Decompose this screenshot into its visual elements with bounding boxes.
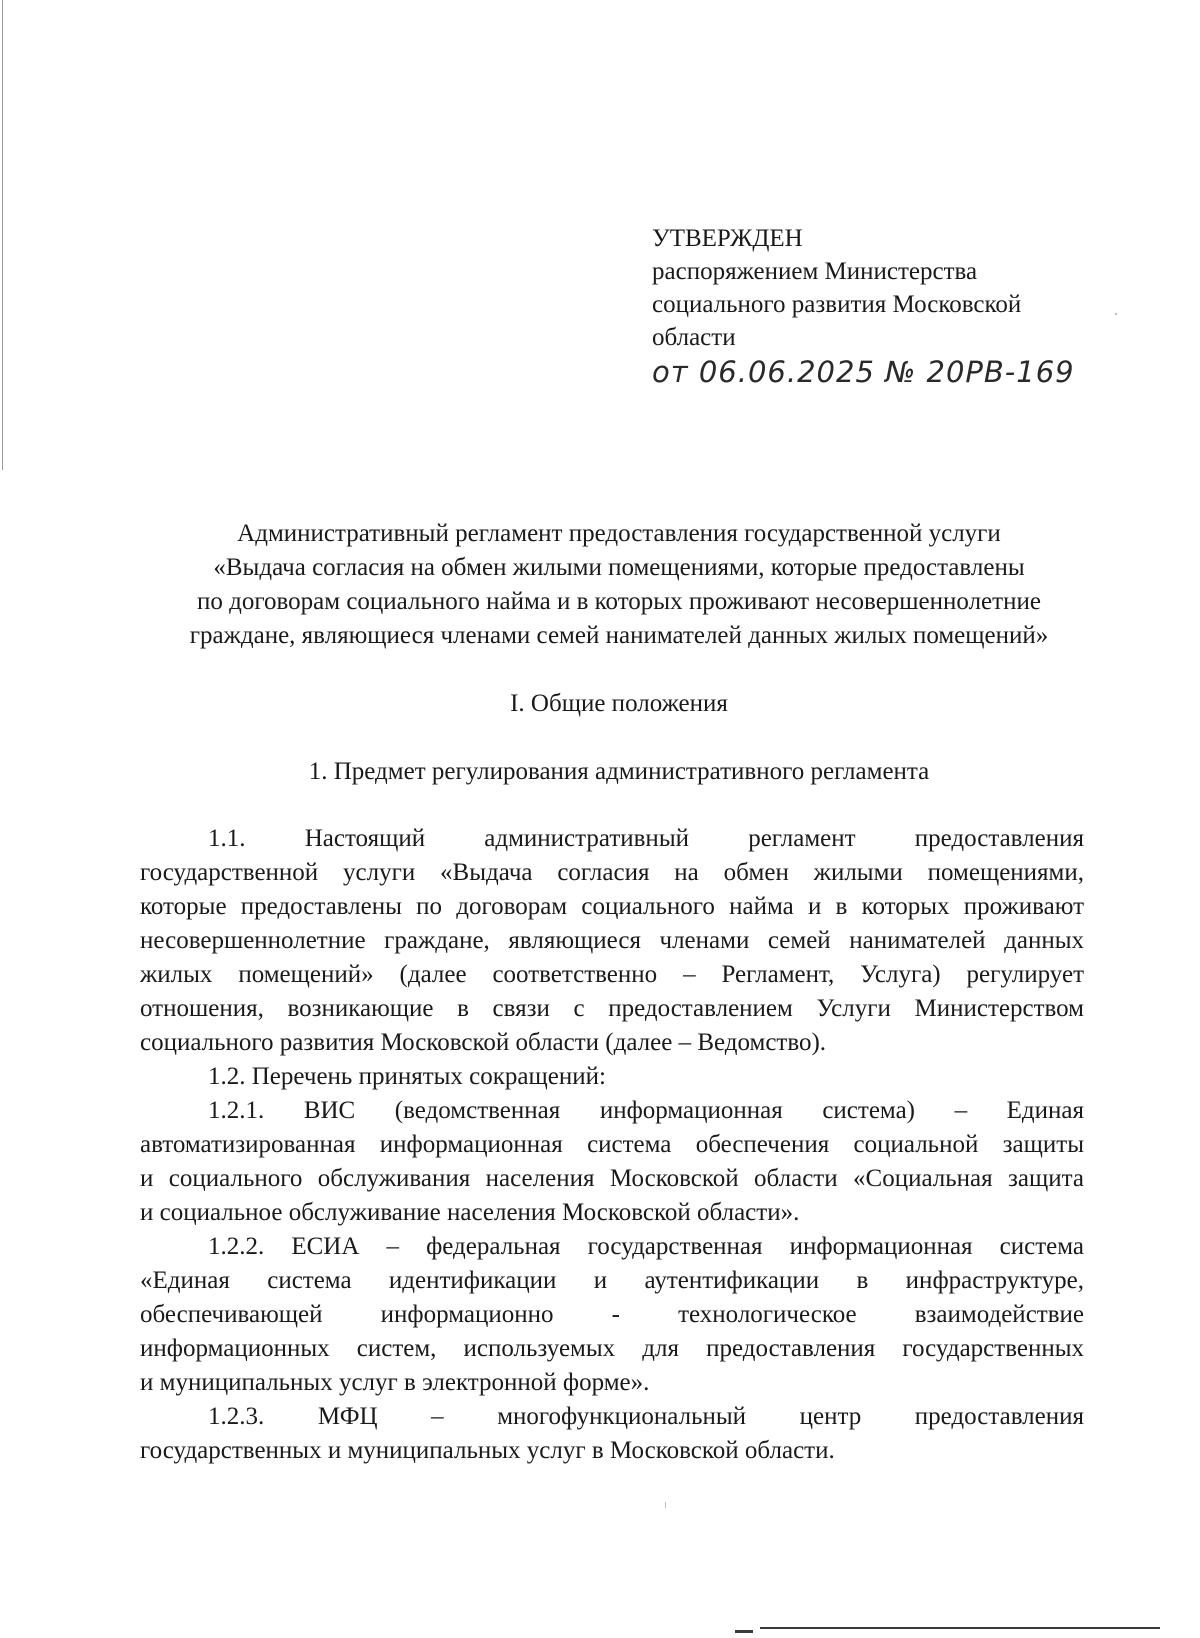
handwritten-date-number: от 06.06.2025 № 20РВ-169 (652, 355, 1075, 389)
body-line: отношения, возникающие в связи с предоставлением Услуги Министерством (140, 995, 1084, 1022)
approval-heading: УТВЕРЖДЕН (652, 225, 803, 252)
body-text (140, 822, 1084, 1468)
body-line: 1.2. Перечень принятых сокращений: (208, 1063, 606, 1090)
body-line: 1.2.3. МФЦ – многофункциональный центр предоставления (208, 1403, 1084, 1430)
body-line: и социального обслуживания населения Московской области «Социальная защита (140, 1165, 1084, 1192)
body-line: 1.2.1. ВИС (ведомственная информационная система) – Единая (208, 1097, 1084, 1124)
body-line: 1.1. Настоящий административный регламент предоставления (208, 825, 1084, 852)
body-line: государственной услуги «Выдача согласия на обмен жилыми помещениями, (140, 859, 1084, 886)
section-heading-general: I. Общие положения (510, 690, 728, 717)
title-line-1: Административный регламент предоставления государственной услуги (237, 520, 1001, 547)
title-line-2: «Выдача согласия на обмен жилыми помещениями, которые предоставлены (213, 554, 1025, 581)
scan-speck (1115, 313, 1117, 315)
scan-bottom-edge (760, 1627, 1160, 1629)
body-line: несовершеннолетние граждане, являющиеся членами семей нанимателей данных (140, 927, 1084, 954)
body-line: государственных и муниципальных услуг в Московской области. (140, 1437, 835, 1464)
body-line: «Единая система идентификации и аутентификации в инфраструктуре, (140, 1267, 1084, 1294)
scan-edge-line (2, 0, 3, 470)
section-heading-subject: 1. Предмет регулирования административного регламента (308, 758, 930, 785)
body-line: информационных систем, используемых для предоставления государственных (140, 1335, 1084, 1362)
scan-speck (665, 1502, 666, 1508)
title-line-4: граждане, являющиеся членами семей нанимателей данных жилых помещений» (189, 622, 1049, 649)
body-line: и муниципальных услуг в электронной форме». (140, 1369, 650, 1396)
body-line: жилых помещений» (далее соответственно – Регламент, Услуга) регулирует (140, 961, 1084, 988)
body-line: и социальное обслуживание населения Московской области». (140, 1199, 800, 1226)
document-title (140, 517, 1098, 653)
body-line: автоматизированная информационная система обеспечения социальной защиты (140, 1131, 1084, 1158)
approval-line-3: области (652, 324, 736, 351)
approval-line-2: социального развития Московской (652, 291, 1022, 318)
approval-line-1: распоряжением Министерства (652, 258, 978, 285)
scan-bottom-mark (735, 1630, 753, 1633)
title-line-3: по договорам социального найма и в которых проживают несовершеннолетние (197, 588, 1041, 615)
body-line: социального развития Московской области (далее – Ведомство). (140, 1029, 827, 1056)
body-line: которые предоставлены по договорам социального найма и в которых проживают (140, 893, 1084, 920)
body-line: 1.2.2. ЕСИА – федеральная государственная информационная система (208, 1233, 1084, 1260)
approval-stamp-block (652, 222, 1112, 389)
body-line: обеспечивающей информационно - технологическое взаимодействие (140, 1301, 1084, 1328)
